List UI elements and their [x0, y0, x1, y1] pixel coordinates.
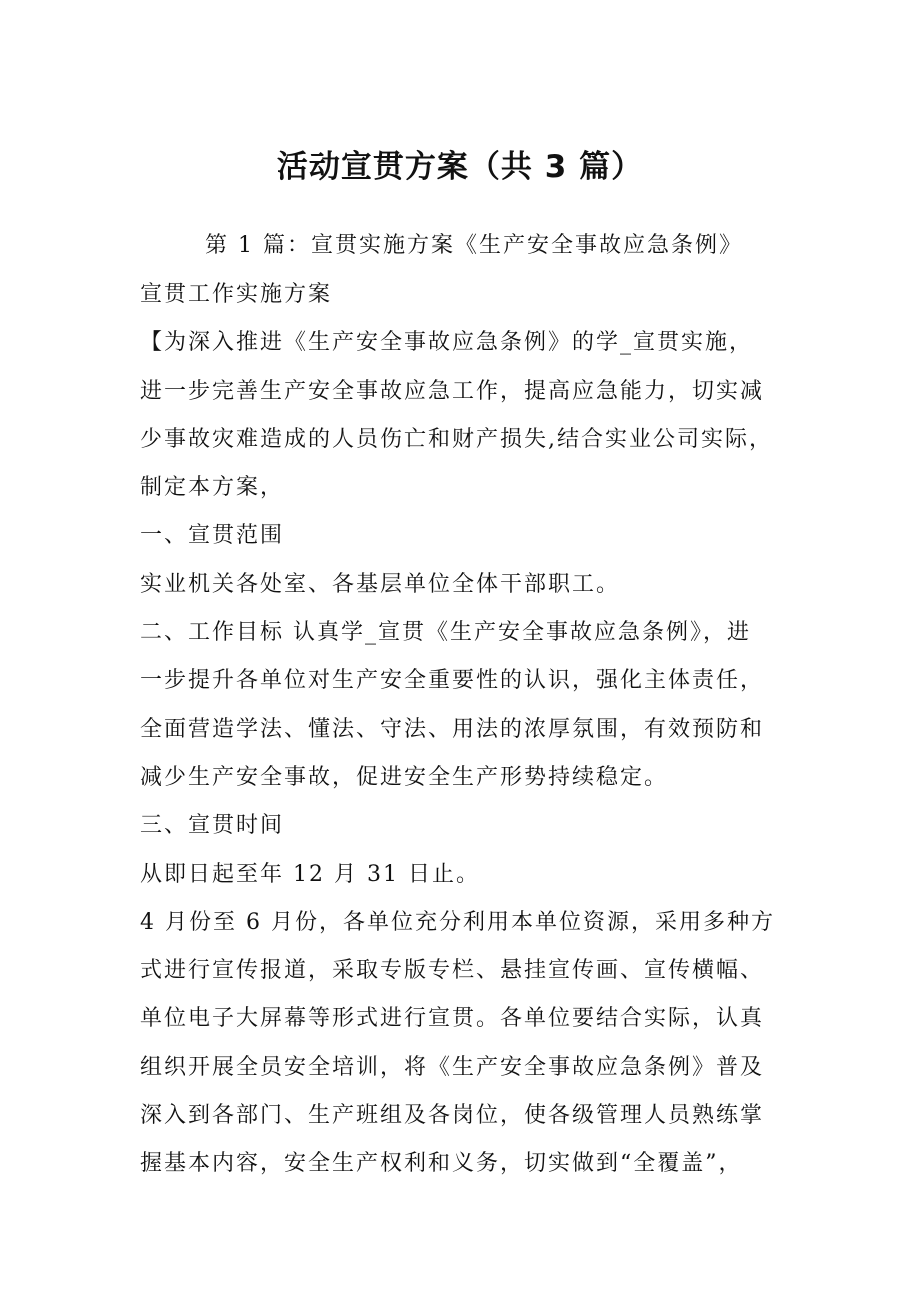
- body-line: 组织开展全员安全培训，将《生产安全事故应急条例》普及: [140, 1054, 765, 1080]
- body-line: 进一步完善生产安全事故应急工作，提高应急能力，切实减: [140, 378, 765, 404]
- document-body: [140, 277, 790, 1195]
- document-title: 活动宣贯方案（共 3 篇）: [276, 149, 644, 185]
- body-line: 【为深入推进《生产安全事故应急条例》的学_宣贯实施，: [140, 330, 754, 356]
- body-line: 深入到各部门、生产班组及各岗位，使各级管理人员熟练掌: [140, 1103, 765, 1129]
- body-line: 宣贯工作实施方案: [140, 282, 333, 307]
- body-line: 单位电子大屏幕等形式进行宣贯。各单位要结合实际，认真: [140, 1006, 765, 1032]
- section-heading: 一、宣贯范围: [140, 523, 285, 549]
- body-line: 少事故灾难造成的人员伤亡和财产损失,结合实业公司实际，: [140, 426, 773, 452]
- body-line: 制定本方案，: [140, 475, 285, 501]
- document-subtitle: 第 1 篇：宣贯实施方案《生产安全事故应急条例》: [205, 233, 743, 258]
- body-line: 握基本内容，安全生产权利和义务，切实做到“全覆盖”，: [140, 1151, 743, 1177]
- body-line: 从即日起至年 12 月 31 日止。: [140, 861, 480, 887]
- body-line: 实业机关各处室、各基层单位全体干部职工。: [140, 571, 621, 597]
- body-line: 减少生产安全事故，促进安全生产形势持续稳定。: [140, 764, 669, 790]
- body-line: 全面营造学法、懂法、守法、用法的浓厚氛围，有效预防和: [140, 716, 765, 742]
- body-line: 4 月份至 6 月份，各单位充分利用本单位资源，采用多种方: [140, 909, 775, 935]
- body-line: 一步提升各单位对生产安全重要性的认识，强化主体责任，: [140, 668, 765, 694]
- section-heading: 二、工作目标 认真学_宣贯《生产安全事故应急条例》，进: [140, 620, 751, 646]
- body-line: 式进行宣传报道，采取专版专栏、悬挂宣传画、宣传横幅、: [140, 958, 765, 984]
- section-heading: 三、宣贯时间: [140, 813, 285, 839]
